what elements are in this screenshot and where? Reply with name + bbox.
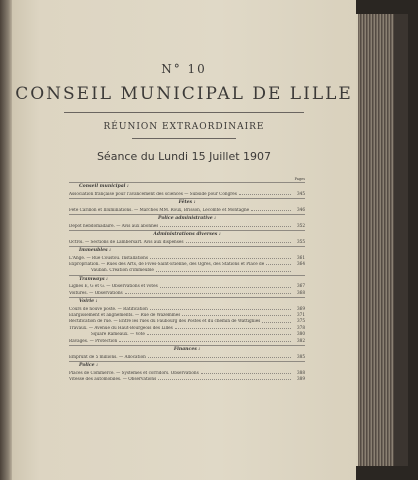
toc-entry-text: L'Ange. — Rue Coustou. Installations [69,255,149,260]
toc-entry [69,224,305,228]
section-separator [69,297,305,298]
leader-dots [239,194,291,195]
section-separator [69,198,305,199]
leader-dots [150,309,291,310]
section-separator [69,275,305,276]
leader-dots [175,328,291,329]
toc-entry-text: Octroi. — Sections de Lambersart. Avis aux dispenses [69,239,184,244]
leader-dots [147,334,291,335]
toc-page-number: 364 [297,260,305,266]
toc-page-number: 361 [297,254,305,260]
pages-column-label: Pages [294,177,305,181]
toc-entry [69,240,305,244]
section-separator [69,345,305,346]
toc-page-number: 355 [297,238,305,244]
leader-dots [156,271,291,272]
toc-entry-text: Places de Commerce. — Systèmes et corridors. Observations [69,370,199,375]
leader-dots [186,242,291,243]
book-spine-shadow [0,0,12,480]
toc-entry [69,208,305,212]
toc-page-number: 371 [297,312,305,318]
toc-page-number: 367 [297,283,305,289]
leader-dots [262,322,291,323]
leader-dots [119,341,291,342]
toc-page-number: 385 [297,353,305,359]
toc-entry [69,319,305,323]
table-of-contents [69,177,305,383]
toc-entry [69,355,305,359]
leader-dots [160,287,291,288]
toc-entry [69,262,305,266]
section-separator [69,230,305,231]
toc-entry [69,339,305,343]
toc-section-title: Finances : [173,347,201,353]
toc-page-number: 382 [297,337,305,343]
toc-entry [69,256,305,260]
toc-entry-text: Vitesse des automobiles. — Observations [69,376,157,381]
leader-dots [125,293,291,294]
section-separator [69,246,305,247]
toc-page-number: 378 [297,324,305,330]
toc-entry [69,377,305,381]
toc-entry-text: Rectification de rue. — Entre les rues du Faubourg des Postes et du chemin de Wattignies [69,319,261,324]
meeting-rule [132,138,236,139]
leader-dots [148,357,291,358]
toc-page-number: 388 [297,369,305,375]
council-title: CONSEIL MUNICIPAL DE LILLE [15,84,353,104]
toc-entry-text: Ravages. — Protection [69,338,118,343]
toc-entry [69,268,305,272]
toc-entry-text: Emprunt de 5 millions. — Allocation [69,354,146,359]
toc-page-number: 346 [297,206,305,212]
toc-entry-text: Dépôt hebdomadaire. — Avis aux abonnés [69,223,159,228]
leader-dots [160,226,291,227]
leader-dots [150,258,291,259]
toc-entry [69,326,305,330]
toc-entry-text: Lignes E, G et G. — Observations et votes [69,284,158,289]
toc-entry [69,284,305,288]
leader-dots [182,315,291,316]
toc-entry-text: Vauban. Création d'immeuble [91,268,154,273]
toc-entry-text: Voitures. — Observations [69,290,123,295]
toc-page-number: 352 [297,222,305,228]
toc-section-title: Tramways : [79,276,108,282]
toc-entry [69,291,305,295]
page-block-edge [356,14,408,466]
toc-entry [69,313,305,317]
toc-section-title: Fêtes : [178,199,196,205]
toc-entry-text: Cours de nouve poste. — Ratification [69,306,148,311]
document-page [12,0,356,480]
leader-dots [158,379,291,380]
toc-section-title: Police : [79,363,98,368]
toc-entry-text: Elargissement et alignements. — Rue de Wazemmes [69,313,181,318]
toc-entry [69,307,305,311]
leader-dots [251,210,291,211]
title-rule [64,112,304,113]
toc-entry-text: Square Rameaux. — Vote [91,332,145,337]
toc-page-number: 369 [297,305,305,311]
toc-page-number: 389 [297,375,305,381]
section-separator [69,361,305,362]
section-separator [69,214,305,215]
toc-entry [69,192,305,196]
toc-section-title: Administrations diverses : [153,231,221,237]
toc-entry-text: Fête Carillon et Illuminations. — Marchés MM. Roux, Brisson, Lecomte et Montagne [69,207,250,212]
toc-entry [69,371,305,375]
issue-number: N° 10 [161,62,207,76]
toc-page-number: 368 [297,289,305,295]
meeting-type: RÉUNION EXTRAORDINAIRE [103,122,265,132]
session-date: Séance du Lundi 15 Juillet 1907 [96,150,272,163]
leader-dots [201,373,291,374]
toc-page-number: 380 [297,331,305,337]
toc-section-title: Conseil municipal : [79,184,129,189]
toc-page-number: 375 [297,318,305,324]
toc-section-title: Immeubles : [79,247,111,253]
leader-dots [266,264,291,265]
toc-entry-text: Travaux. — Avenue du Haut-Bourgeois des Lilles [69,325,173,330]
toc-entry-text: Association française pour l'avancement des sciences — Subside pour Congrès [69,191,237,196]
toc-section-title: Police administrative : [158,215,216,221]
toc-entry [69,332,305,336]
toc-section-title: Voirie : [79,299,98,305]
section-separator [69,182,305,183]
binding-band [394,14,408,466]
toc-entry-text: Expropriation. — Rues des Arts, de Fives-Saint-Etienne, des Ogres, des Stations et Place de [69,261,265,266]
toc-page-number: 345 [297,190,305,196]
